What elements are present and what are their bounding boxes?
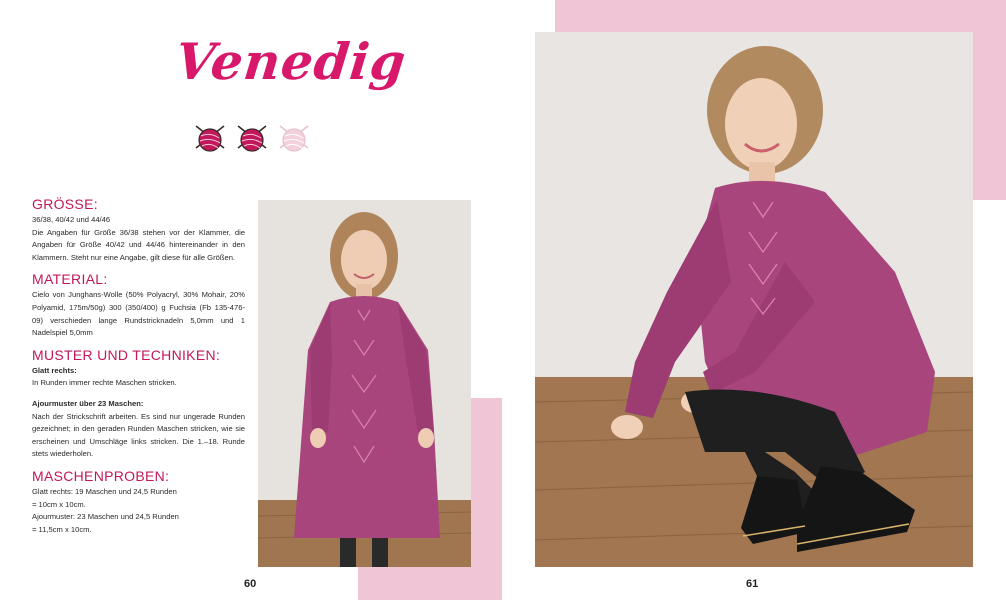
section-techniken	[32, 347, 245, 461]
sizes-note: Die Angaben für Größe 36/38 stehen vor der Klammer, die Angaben für Größe 40/42 und 44/46 hintereinander in den Klammern. Steht nur eine Angabe, gilt diese für alle Größen.	[32, 227, 245, 262]
gauge-line: Glatt rechts: 19 Maschen und 24,5 Runden	[32, 486, 177, 496]
photo-crouching-model	[535, 32, 973, 567]
instructions-column	[32, 196, 245, 543]
material-text: Cielo von Junghans-Wolle (50% Polyacryl, 30% Mohair, 20% Polyamid, 175m/50g) 300 (350/400) g Fuchsia (Fb 135-476-09) verschieden lange Rundstricknadeln 5,0mm und 1 Nadelspiel 5,0mm	[32, 290, 245, 338]
yarn-ball-icon-inactive	[276, 122, 312, 154]
section-heading: GRÖSSE:	[32, 196, 98, 212]
gauge-line: = 10cm x 10cm.	[32, 499, 86, 509]
yarn-ball-icon	[234, 122, 270, 154]
difficulty-rating	[192, 122, 312, 154]
technique-text: Nach der Strickschrift arbeiten. Es sind nur ungerade Runden gezeichnet; in den geraden Runden Maschen stricken, wie sie erscheinen und Umschläge links stricken. Die 1.–18. Runde stets wiederholen.	[32, 411, 245, 459]
page-title: Venedig	[172, 32, 410, 91]
technique-title: Glatt rechts:	[32, 365, 77, 375]
pink-block-top-right	[555, 0, 1006, 32]
section-groesse	[32, 196, 245, 264]
yarn-ball-icon	[192, 122, 228, 154]
gauge-line: Ajourmuster: 23 Maschen und 24,5 Runden	[32, 512, 179, 522]
section-maschenproben	[32, 468, 245, 536]
photo-standing-model	[258, 200, 471, 567]
section-heading: MASCHENPROBEN:	[32, 467, 170, 484]
gauge-line: = 11,5cm x 10cm.	[32, 524, 92, 534]
page-number-left: 60	[244, 578, 257, 590]
section-material	[32, 271, 245, 339]
sizes-line: 36/38, 40/42 und 44/46	[32, 215, 111, 224]
section-heading: MATERIAL:	[32, 271, 108, 288]
section-heading: MUSTER UND TECHNIKEN:	[32, 346, 221, 363]
technique-text: In Runden immer rechte Maschen stricken.	[32, 378, 177, 388]
pink-block-right-edge	[973, 0, 1006, 200]
page-number-right: 61	[746, 578, 759, 590]
technique-title: Ajourmuster über 23 Maschen:	[32, 398, 144, 408]
